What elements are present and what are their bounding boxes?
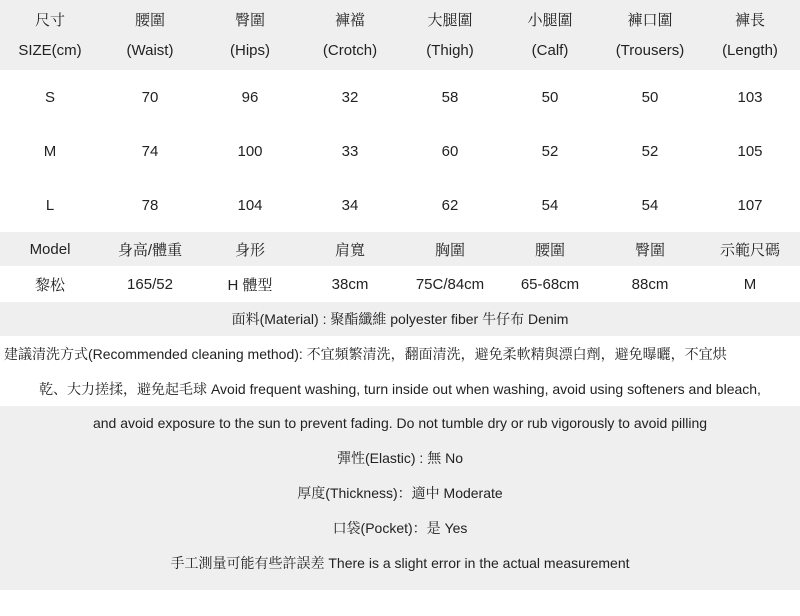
cleaning-line-1: 建議清洗方式(Recommended cleaning method): 不宜頻繁清洗，翻面清洗，避免柔軟精與漂白劑，避免曝曬，不宜烘	[4, 346, 727, 362]
thigh-value: 62	[441, 196, 459, 214]
header-zh-size: 尺寸	[34, 12, 65, 29]
model-header-size: 示範尺碼	[719, 241, 780, 259]
model-name: 黎松	[34, 276, 65, 294]
thigh-value: 58	[441, 88, 459, 106]
model-header-bust: 胸圍	[434, 241, 465, 259]
model-header-height-weight: 身高/體重	[117, 241, 183, 259]
length-value: 103	[737, 88, 763, 106]
header-zh-trousers: 褲口圍	[627, 12, 673, 29]
header-en-thigh: (Thigh)	[426, 42, 474, 59]
size-header-zh-row	[0, 0, 800, 34]
trousers-value: 54	[641, 196, 659, 214]
crotch-value: 32	[341, 88, 359, 106]
header-en-length: (Length)	[722, 42, 778, 59]
hips-value: 100	[237, 142, 263, 160]
model-header-row	[0, 232, 800, 266]
size-label: M	[43, 142, 57, 160]
table-row	[0, 178, 800, 232]
cleaning-line-3: and avoid exposure to the sun to prevent fading. Do not tumble dry or rub vigorously to avoid pilling	[92, 415, 708, 431]
header-en-crotch: (Crotch)	[322, 42, 378, 59]
thickness-line: 厚度(Thickness)：適中 Moderate	[297, 485, 503, 501]
header-zh-calf: 小腿圍	[527, 12, 573, 29]
waist-value: 74	[141, 142, 159, 160]
crotch-value: 34	[341, 196, 359, 214]
header-en-hips: (Hips)	[230, 42, 270, 59]
header-zh-crotch: 褲襠	[334, 12, 365, 29]
model-table-header	[0, 232, 800, 266]
hips-value: 96	[241, 88, 259, 106]
header-zh-hips: 臀圍	[234, 12, 265, 29]
calf-value: 54	[541, 196, 559, 214]
cleaning-line-2: 乾、大力搓揉，避免起毛球 Avoid frequent washing, turn inside out when washing, avoid using softeners and bleach,	[39, 381, 761, 397]
size-table-header	[0, 0, 800, 70]
header-zh-thigh: 大腿圍	[427, 12, 473, 29]
header-en-calf: (Calf)	[531, 42, 569, 59]
waist-value: 78	[141, 196, 159, 214]
header-zh-length: 褲長	[734, 12, 765, 29]
model-header-shoulder: 肩寬	[334, 241, 365, 259]
model-header-hips: 臀圍	[634, 241, 665, 259]
model-size: M	[743, 275, 757, 293]
header-en-waist: (Waist)	[126, 42, 174, 59]
model-hips: 88cm	[631, 275, 669, 293]
calf-value: 52	[541, 142, 559, 160]
model-height-weight: 165/52	[127, 275, 173, 293]
model-bust: 75C/84cm	[415, 275, 485, 293]
model-header-waist: 腰圍	[534, 241, 565, 259]
model-row	[0, 266, 800, 302]
header-en-size: SIZE(cm)	[18, 42, 82, 59]
bottom-padding	[0, 580, 800, 590]
details-section	[0, 302, 800, 336]
table-row	[0, 124, 800, 178]
header-zh-waist: 腰圍	[134, 12, 165, 29]
pocket-line: 口袋(Pocket)：是 Yes	[332, 520, 468, 536]
trousers-value: 52	[641, 142, 659, 160]
model-body-shape: H 體型	[227, 276, 273, 294]
calf-value: 50	[541, 88, 559, 106]
model-header-name: Model	[29, 240, 71, 258]
model-shoulder: 38cm	[331, 275, 369, 293]
size-header-en-row	[0, 34, 800, 70]
thigh-value: 60	[441, 142, 459, 160]
header-en-trousers: (Trousers)	[615, 42, 685, 59]
model-waist: 65-68cm	[520, 275, 580, 293]
length-value: 105	[737, 142, 763, 160]
crotch-value: 33	[341, 142, 359, 160]
material-line: 面料(Material) : 聚酯纖維 polyester fiber 牛仔布 Denim	[231, 311, 569, 327]
length-value: 107	[737, 196, 763, 214]
table-row	[0, 70, 800, 124]
size-table-body	[0, 70, 800, 232]
model-header-body-shape: 身形	[234, 241, 265, 259]
size-label: S	[44, 88, 55, 106]
trousers-value: 50	[641, 88, 659, 106]
elastic-line: 彈性(Elastic) : 無 No	[336, 450, 463, 466]
hips-value: 104	[237, 196, 263, 214]
waist-value: 70	[141, 88, 159, 106]
measurement-note: 手工測量可能有些許誤差 There is a slight error in the actual measurement	[170, 555, 630, 571]
size-label: L	[45, 196, 55, 214]
